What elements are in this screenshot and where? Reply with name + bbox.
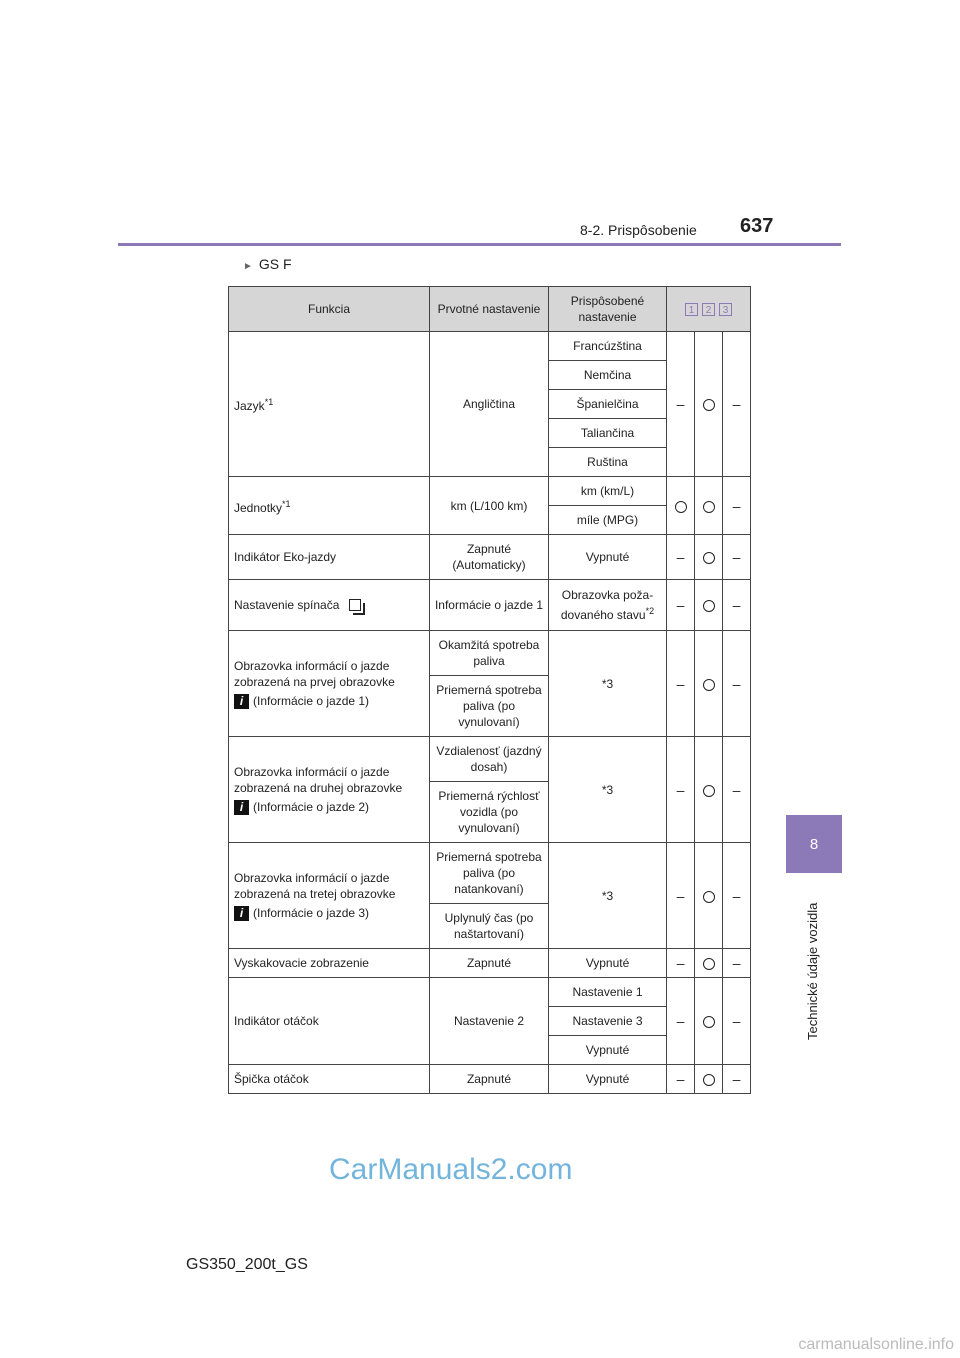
language-option: Francúzština (549, 332, 667, 361)
units-function: Jednotky$^{*1}$ (229, 477, 430, 535)
circle-icon (703, 891, 715, 903)
trip3-option: Uplynulý čas (po naštartovaní) (430, 904, 549, 949)
circle-mark (695, 535, 723, 580)
dash-mark: – (723, 949, 751, 978)
dash-mark: – (667, 631, 695, 737)
dash-mark: – (667, 535, 695, 580)
number-1-icon: 1 (685, 303, 698, 316)
trip2-option: Vzdialenosť (jazdný dosah) (430, 737, 549, 782)
units-option: míle (MPG) (549, 506, 667, 535)
circle-icon (703, 785, 715, 797)
info-icon: i (234, 694, 249, 709)
language-default: Angličtina (430, 332, 549, 477)
display-switch-icon (349, 599, 363, 613)
info-icon: i (234, 800, 249, 815)
circle-icon (703, 552, 715, 564)
table-row (229, 737, 751, 782)
eco-custom: Vypnuté (549, 535, 667, 580)
popup-default: Zapnuté (430, 949, 549, 978)
peak-default: Zapnuté (430, 1065, 549, 1094)
peak-custom: Vypnuté (549, 1065, 667, 1094)
dash-mark: – (723, 580, 751, 631)
popup-custom: Vypnuté (549, 949, 667, 978)
peak-function: Špička otáčok (229, 1065, 430, 1094)
circle-mark (695, 843, 723, 949)
header-numbers (667, 287, 751, 332)
dash-mark: – (723, 332, 751, 477)
rpm-option: Nastavenie 3 (549, 1007, 667, 1036)
section-title: 8-2. Prispôsobenie (580, 222, 697, 238)
dash-mark: – (723, 631, 751, 737)
language-option: Taliančina (549, 419, 667, 448)
popup-function: Vyskakovacie zobrazenie (229, 949, 430, 978)
circle-icon (703, 1016, 715, 1028)
rpm-default: Nastavenie 2 (430, 978, 549, 1065)
trip3-custom: *3 (549, 843, 667, 949)
eco-default: Zapnuté (Automaticky) (430, 535, 549, 580)
circle-mark (667, 477, 695, 535)
trip1-function: Obrazovka informácií o jazde zobrazená na prvej obrazovke i (Informácie o jazde 1) (229, 631, 430, 737)
circle-icon (703, 679, 715, 691)
circle-icon (703, 1074, 715, 1086)
dash-mark: – (667, 949, 695, 978)
switch-custom: Obrazovka požadovaného stavu$^{*2}$ (549, 580, 667, 631)
circle-icon (703, 600, 715, 612)
circle-mark (695, 978, 723, 1065)
footer-code: GS350_200t_GS (186, 1256, 308, 1273)
corner-watermark: carmanualsonline.info (798, 1336, 954, 1353)
table-row (229, 949, 751, 978)
rpm-function: Indikátor otáčok (229, 978, 430, 1065)
table-row (229, 580, 751, 631)
switch-default: Informácie o jazde 1 (430, 580, 549, 631)
switch-function: Nastavenie spínača (229, 580, 430, 631)
dash-mark: – (667, 332, 695, 477)
circle-mark (695, 737, 723, 843)
dash-mark: – (723, 737, 751, 843)
table-row (229, 1065, 751, 1094)
dash-mark: – (667, 580, 695, 631)
header-function: Funkcia (229, 287, 430, 332)
table-row (229, 332, 751, 361)
chapter-title: Technické údaje vozidla (805, 902, 820, 1040)
circle-mark (695, 332, 723, 477)
circle-icon (703, 501, 715, 513)
eco-function: Indikátor Eko-jazdy (229, 535, 430, 580)
table-row (229, 477, 751, 506)
dash-mark: – (723, 843, 751, 949)
model-heading-text: GS F (258, 256, 292, 272)
language-option: Ruština (549, 448, 667, 477)
dash-mark: – (667, 978, 695, 1065)
chapter-tab: 8 (786, 815, 842, 873)
circle-icon (703, 399, 715, 411)
units-default: km (L/100 km) (430, 477, 549, 535)
page-number: 637 (740, 215, 774, 237)
header-rule (118, 243, 841, 246)
circle-mark (695, 1065, 723, 1094)
trip1-custom: *3 (549, 631, 667, 737)
dash-mark: – (667, 1065, 695, 1094)
number-2-icon: 2 (702, 303, 715, 316)
trip2-function: Obrazovka informácií o jazde zobrazená na druhej obrazovke i (Informácie o jazde 2) (229, 737, 430, 843)
info-icon: i (234, 906, 249, 921)
header-default: Prvotné nastavenie (430, 287, 549, 332)
circle-mark (695, 949, 723, 978)
dash-mark: – (723, 978, 751, 1065)
dash-mark: – (723, 1065, 751, 1094)
model-heading (243, 256, 292, 272)
units-option: km (km/L) (549, 477, 667, 506)
rpm-option: Vypnuté (549, 1036, 667, 1065)
rpm-option: Nastavenie 1 (549, 978, 667, 1007)
trip3-function: Obrazovka informácií o jazde zobrazená na tretej obrazovke i (Informácie o jazde 3) (229, 843, 430, 949)
watermark: CarManuals2.com (329, 1153, 573, 1186)
language-option: Nemčina (549, 361, 667, 390)
table-row (229, 978, 751, 1007)
table-row (229, 631, 751, 676)
circle-icon (675, 501, 687, 513)
dash-mark: – (667, 843, 695, 949)
settings-table (228, 286, 751, 1094)
dash-mark: – (667, 737, 695, 843)
language-function: Jazyk$^{*1}$ (229, 332, 430, 477)
table-header-row (229, 287, 751, 332)
language-option: Španielčina (549, 390, 667, 419)
trip1-option: Okamžitá spotreba paliva (430, 631, 549, 676)
circle-icon (703, 958, 715, 970)
arrow-right-icon: ► (243, 261, 253, 272)
trip2-option: Priemerná rýchlosť vozidla (po vynulovaní) (430, 782, 549, 843)
number-3-icon: 3 (719, 303, 732, 316)
circle-mark (695, 477, 723, 535)
circle-mark (695, 580, 723, 631)
table-row (229, 843, 751, 904)
table-row (229, 535, 751, 580)
trip3-option: Priemerná spotreba paliva (po natankovaní) (430, 843, 549, 904)
dash-mark: – (723, 477, 751, 535)
circle-mark (695, 631, 723, 737)
trip1-option: Priemerná spotreba paliva (po vynulovaní) (430, 676, 549, 737)
trip2-custom: *3 (549, 737, 667, 843)
dash-mark: – (723, 535, 751, 580)
header-custom: Prispôsobené nastavenie (549, 287, 667, 332)
